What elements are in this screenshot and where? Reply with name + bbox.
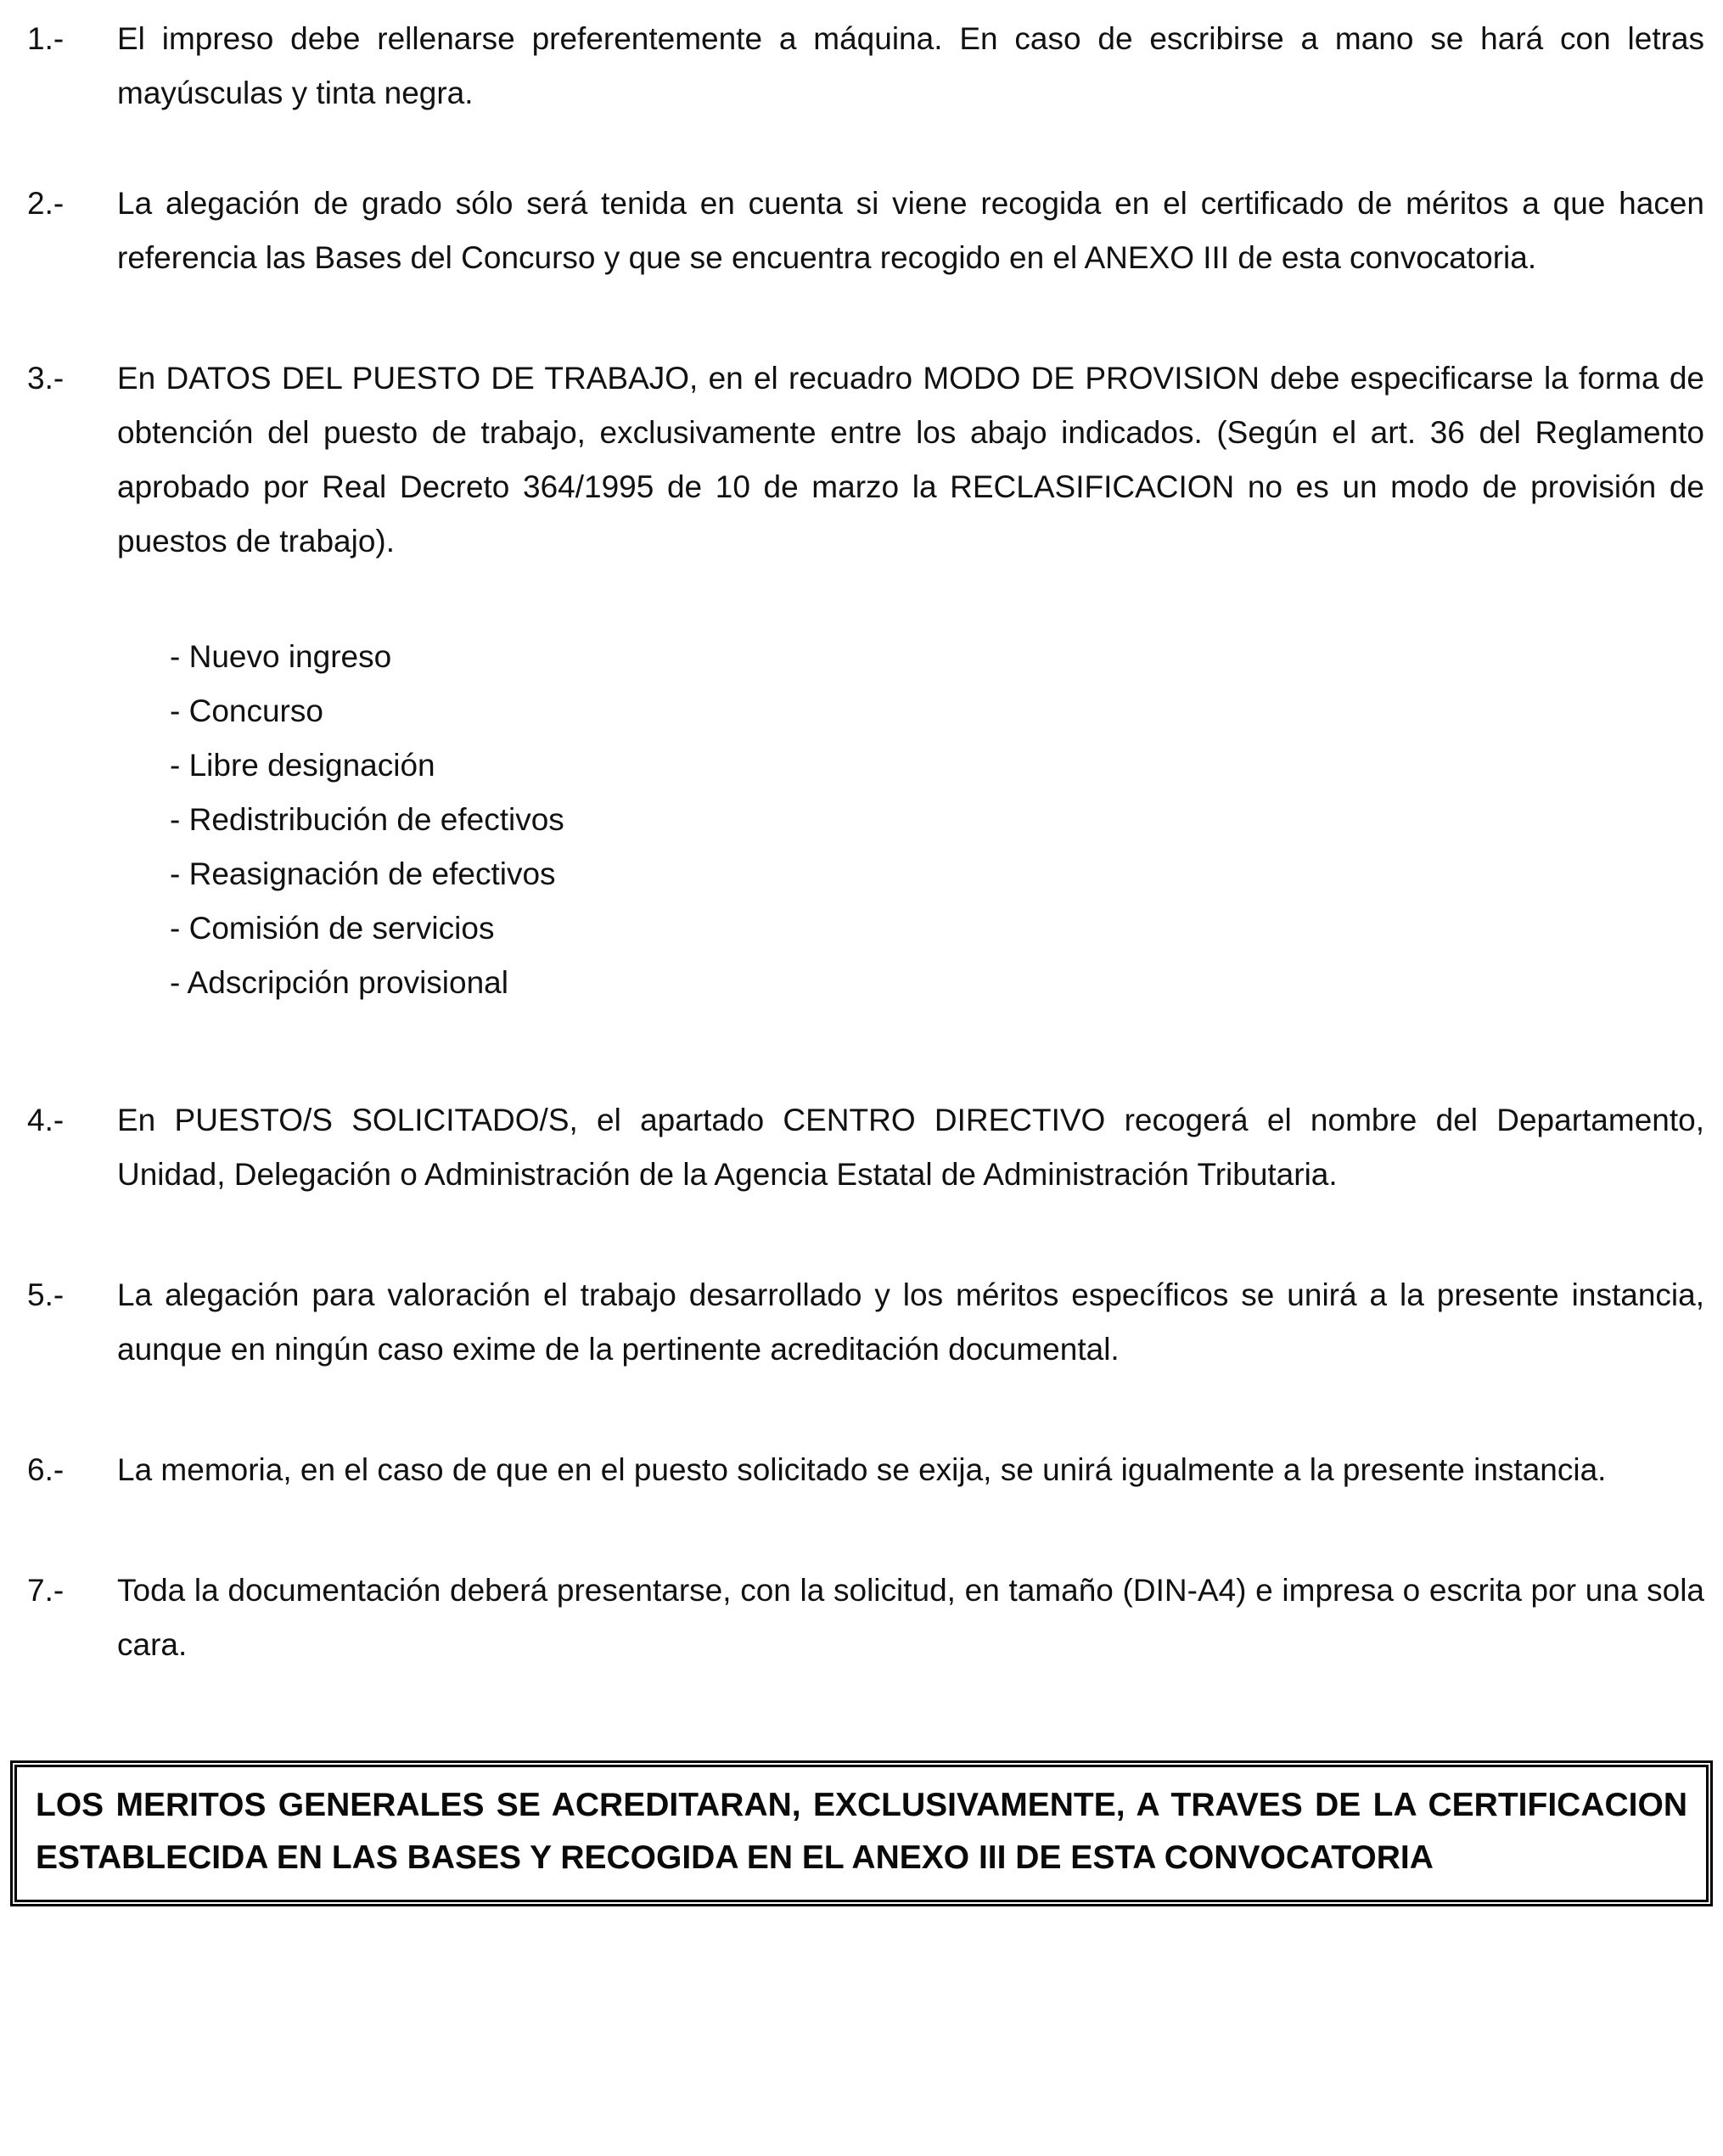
item-text: La alegación de grado sólo será tenida en cuenta si viene recogida en el certificado de méritos a que hacen referencia las Bases del Concurso y que se encuentra recogido en el ANEXO III de esta convocatoria. (117, 186, 1704, 275)
provision-item: - Concurso (170, 693, 323, 728)
item-number: 3.- (27, 361, 65, 396)
notice-text: LOS MERITOS GENERALES SE ACREDITARAN, EXCLUSIVAMENTE, A TRAVES DE LA CERTIFICACION ESTABLECIDA EN LAS BASES Y RECOGIDA EN EL ANEXO III DE ESTA CONVOCATORIA (36, 1787, 1687, 1876)
item-text: La alegación para valoración el trabajo desarrollado y los méritos específicos se unirá a la presente instancia, aunque en ningún caso exime de la pertinente acreditación documental. (117, 1277, 1704, 1367)
item-text: La memoria, en el caso de que en el puesto solicitado se exija, se unirá igualmente a la presente instancia. (117, 1452, 1607, 1487)
item-number: 2.- (27, 186, 65, 221)
provision-modes-list (170, 630, 1709, 1010)
item-text: Toda la documentación deberá presentarse, con la solicitud, en tamaño (DIN-A4) e impresa o escrita por una sola cara. (117, 1573, 1704, 1662)
item-number: 7.- (27, 1573, 65, 1608)
provision-item: - Reasignación de efectivos (170, 856, 556, 891)
item-number: 1.- (27, 21, 65, 56)
instruction-item-4 (27, 1093, 1709, 1202)
item-number: 4.- (27, 1103, 65, 1137)
provision-item: - Redistribución de efectivos (170, 802, 564, 837)
instruction-item-6 (27, 1443, 1709, 1497)
provision-item: - Nuevo ingreso (170, 639, 392, 674)
instruction-item-1 (27, 12, 1709, 121)
item-text: En DATOS DEL PUESTO DE TRABAJO, en el recuadro MODO DE PROVISION debe especificarse la forma de obtención del puesto de trabajo, exclusivamente entre los abajo indicados. (Según el art. 36 del Reglamento aprobado por Real Decreto 364/1995 de 10 de marzo la RECLASIFICACION no es un modo de provisión de puestos de trabajo). (117, 361, 1704, 559)
instruction-item-5 (27, 1268, 1709, 1377)
provision-item: - Libre designación (170, 748, 435, 783)
provision-item: - Comisión de servicios (170, 911, 495, 946)
instruction-item-2 (27, 177, 1709, 285)
instruction-item-7 (27, 1564, 1709, 1672)
item-number: 6.- (27, 1452, 65, 1487)
item-number: 5.- (27, 1277, 65, 1312)
notice-box (10, 1760, 1713, 1906)
instruction-item-3 (27, 351, 1709, 569)
provision-item: - Adscripción provisional (170, 965, 508, 1000)
item-text: En PUESTO/S SOLICITADO/S, el apartado CENTRO DIRECTIVO recogerá el nombre del Departamento, Unidad, Delegación o Administración de la Agencia Estatal de Administración Tributaria. (117, 1103, 1704, 1192)
item-text: El impreso debe rellenarse preferentemente a máquina. En caso de escribirse a mano se hará con letras mayúsculas y tinta negra. (117, 21, 1704, 110)
